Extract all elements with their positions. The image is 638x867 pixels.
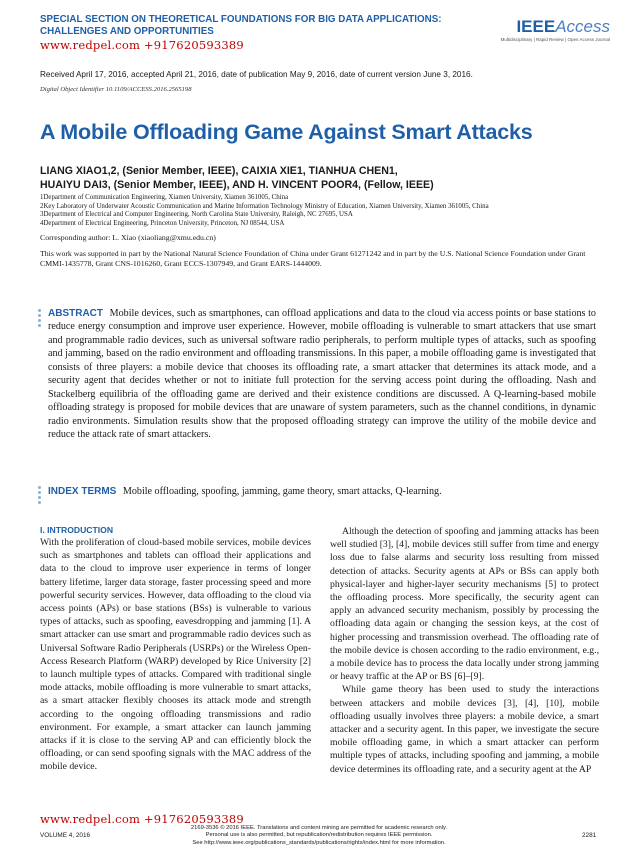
- section-heading-introduction: I. INTRODUCTION: [40, 525, 114, 535]
- affiliation-2: 2Key Laboratory of Underwater Acoustic Communication and Marine Information Technology Ministry of Education, Xiamen University, Xiamen 361005, China: [40, 202, 489, 210]
- body-column-right: [330, 525, 599, 776]
- received-dates: Received April 17, 2016, accepted April 21, 2016, date of publication May 9, 2016, date of current version June 3, 2016.: [40, 70, 473, 79]
- corresponding-author: Corresponding author: L. Xiao (xiaoliang@xmu.edu.cn): [40, 233, 216, 242]
- watermark-bottom: www.redpel.com +917620593389: [40, 812, 244, 826]
- abstract-marker-dots: [38, 309, 42, 329]
- special-section-header: [40, 14, 470, 38]
- abstract-text: Mobile devices, such as smartphones, can offload applications and data to the cloud via access points or base stations to reduce energy consumption and improve user experience. However, mobile offloading is vulnerable to smart attackers that use smart and programmable radio devices, such as universal software radio peripherals, to perform multiple types of attacks, such as spoofing and jamming, based on the radio environment and offloading transmissions. In this paper, a mobile offloading game is investigated that consists of three players: a mobile device that chooses its offloading rate, a smart attacker that determines its attack mode, and a security agent that decides whether or not to initiate full protection for the serving access point during the offloading. Nash and Stackelberg equilibria of the offloading game are derived and their existence conditions are discussed. A Q-learning-based mobile offloading strategy is proposed for mobile devices that are unaware of system parameters, such as the channel conditions, in dynamic radio environments. Simulation results show that the proposed offloading strategy can improve the utility of the mobile device and reduce the attack rate of smart attackers.: [48, 308, 596, 441]
- section-title-line1: SPECIAL SECTION ON THEORETICAL FOUNDATIONS FOR BIG DATA APPLICATIONS:: [40, 14, 442, 25]
- doi-line: Digital Object Identifier 10.1109/ACCESS.2016.2565198: [40, 86, 192, 93]
- intro-paragraph-1: With the proliferation of cloud-based mobile services, mobile devices such as smartphones and tablets can offload their applications and data to the cloud to improve user experience in terms of longer battery lifetime, larger data storage, faster processing speed and more powerful security services. However, data offloading to the cloud via access points (APs) or base stations (BSs) is vulnerable to various types of attacks, such as spoofing, eavesdropping and jamming [1]. A smart attacker can use smart and programmable radio devices such as Universal Software Radio Peripherals (USRPs) or the Wireless Open-Access Research Platform (WARP) developed by Rice University [2] to launch multiple types of attacks. Compared with traditional single mode attacks, mobile offloading is more vulnerable to smart attacks, as a smart attacker flexibly chooses its attack mode and strength according to the ongoing offloading transmissions and radio environment. For example, a smart attacker can launch jamming attacks if it is close to the serving AP and can efficiently block the offloading, or can send spoofing signals with the MAC address of the mobile device.: [40, 537, 311, 773]
- index-terms-text: Mobile offloading, spoofing, jamming, game theory, smart attacks, Q-learning.: [122, 486, 442, 497]
- affiliations: [40, 194, 600, 228]
- volume-label: VOLUME 4, 2016: [40, 832, 91, 839]
- page-number: 2281: [582, 832, 597, 839]
- intro-paragraph-2: Although the detection of spoofing and jamming attacks has been well studied [3], [4], mobile devices still suffer from time and energy loss due to false alarms and security loss resulting from missed detection of attacks. Security agents at APs or BSs can apply both physical-layer and higher-layer security mechanisms [5] to protect the offloading process. More specifically, the security agent can apply an advanced security mechanism, possibly by processing the offloading data again or changing the session keys, at the cost of higher processing and transmission overhead. The offloading rate of the mobile device is chosen according to the radio environment, e.g., a mobile device has to process the data locally under strong jamming or heavy traffic at the AP or BS [6]–[9].: [330, 526, 599, 683]
- affiliation-3: 3Department of Electrical and Computer Engineering, North Carolina State University, Raleigh, NC 27695, USA: [40, 211, 353, 219]
- copyright-line-2: Personal use is also permitted, but republication/redistribution requires IEEE permission.: [205, 832, 433, 839]
- index-terms-marker-dots: [38, 486, 42, 506]
- logo-tagline: Multidisciplinary | Rapid Review | Open Access Journal: [500, 37, 610, 42]
- author-line-2: HUAIYU DAI3, (Senior Member, IEEE), AND H. VINCENT POOR4, (Fellow, IEEE): [40, 179, 434, 191]
- affiliation-1: 1Department of Communication Engineering, Xiamen University, Xiamen 361005, China: [40, 194, 289, 201]
- intro-paragraph-3: While game theory has been used to study the interactions between attackers and mobile devices [3], [4], [10], mobile offloading usually involves three players: a mobile device, a smart attacker and a security agent. In this paper, we investigate the secure mobile offloading game, in which a smart attacker can perform multiple types of attacks, including spoofing and jamming, a mobile device determines its offloading rate, and a security agent at the AP: [330, 684, 599, 775]
- index-terms-block: [48, 486, 596, 497]
- affiliation-4: 4Department of Electrical Engineering, Princeton University, Princeton, NJ 08544, USA: [40, 219, 285, 227]
- paper-title: A Mobile Offloading Game Against Smart Attacks: [40, 120, 533, 144]
- copyright-notice: [160, 825, 478, 847]
- logo-access: Access: [555, 17, 610, 36]
- section-title-line2: CHALLENGES AND OPPORTUNITIES: [40, 26, 214, 37]
- copyright-line-1: 2169-3536 © 2016 IEEE. Translations and content mining are permitted for academic research only.: [190, 825, 448, 831]
- author-line-1: LIANG XIAO1,2, (Senior Member, IEEE), CAIXIA XIE1, TIANHUA CHEN1,: [40, 165, 398, 177]
- abstract-block: [48, 307, 596, 442]
- funding-statement: This work was supported in part by the National Natural Science Foundation of China under Grant 61271242 and in part by the U.S. National Science Foundation under Grant CMMI-1435778, Grant CNS-1016260, Grant ECCS-1307949, and Grant EARS-1444009.: [40, 249, 586, 268]
- copyright-line-3: See http://www.ieee.org/publications_standards/publications/rights/index.html for more information.: [192, 839, 446, 846]
- logo-ieee: IEEE: [516, 17, 556, 36]
- watermark-top: www.redpel.com +917620593389: [40, 38, 244, 52]
- body-column-left: [40, 536, 311, 774]
- abstract-heading: ABSTRACT: [48, 308, 103, 319]
- ieee-access-logo: [498, 18, 610, 42]
- index-terms-heading: INDEX TERMS: [48, 486, 117, 497]
- author-list: [40, 164, 600, 192]
